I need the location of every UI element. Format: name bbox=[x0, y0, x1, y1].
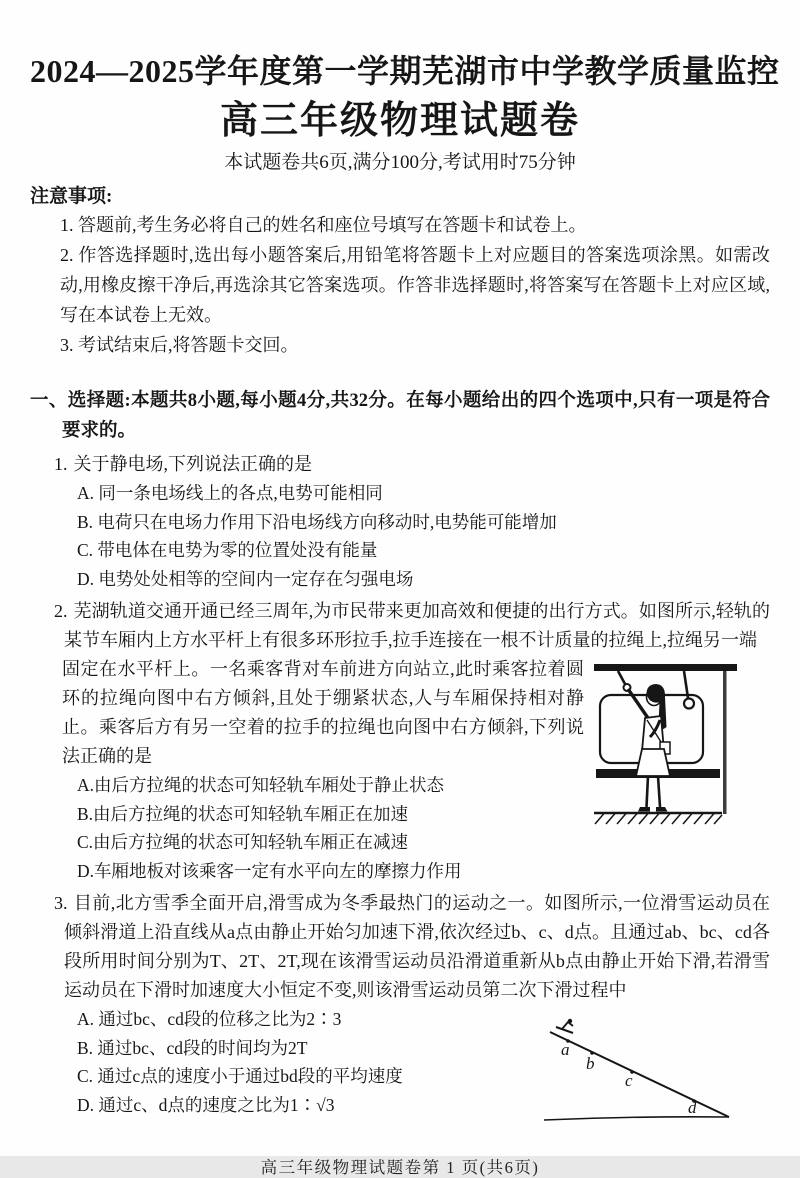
notes-heading: 注意事项: bbox=[30, 186, 113, 207]
exam-subtitle: 本试题卷共6页,满分100分,考试用时75分钟 bbox=[224, 152, 576, 173]
slope-line bbox=[550, 1032, 729, 1117]
question-1-option-a: A. 同一条电场线上的各点,电势可能相同 bbox=[77, 483, 383, 503]
train-interior-figure bbox=[590, 657, 770, 832]
point-label-a: a bbox=[561, 1040, 570, 1059]
section-1-heading: 一、选择题:本题共8小题,每小题4分,共32分。在每小题给出的四个选项中,只有一项是符合要求的。 bbox=[30, 391, 770, 441]
question-3-option-a: A. 通过bc、cd段的位移之比为2∶3 bbox=[77, 1009, 342, 1029]
skier-icon bbox=[556, 1019, 573, 1033]
question-3 bbox=[30, 889, 770, 1134]
held-strap bbox=[618, 671, 631, 691]
floor-hatching bbox=[594, 813, 722, 824]
empty-strap bbox=[684, 671, 694, 709]
question-2-option-c: C.由后方拉绳的状态可知轻轨车厢正在减速 bbox=[77, 832, 409, 852]
question-2-option-b: B.由后方拉绳的状态可知轻轨车厢正在加速 bbox=[77, 803, 409, 824]
passenger-figure bbox=[628, 684, 670, 812]
point-label-d: d bbox=[688, 1098, 697, 1117]
question-3-figure bbox=[538, 1005, 770, 1134]
question-1-stem: 1. 关于静电场,下列说法正确的是 bbox=[54, 454, 312, 474]
question-2-figure bbox=[584, 655, 770, 837]
question-1-option-d: D. 电势处处相等的空间内一定存在匀强电场 bbox=[77, 568, 414, 589]
point-label-c: c bbox=[625, 1071, 633, 1090]
handrail-bar bbox=[594, 664, 737, 671]
question-1-option-b: B. 电荷只在电场力作用下沿电场线方向移动时,电势能可能增加 bbox=[77, 511, 557, 532]
question-2-option-d: D.车厢地板对该乘客一定有水平向左的摩擦力作用 bbox=[77, 860, 462, 881]
page-footer: 高三年级物理试题卷第 1 页(共6页) bbox=[260, 1158, 540, 1177]
question-1 bbox=[30, 450, 770, 593]
note-item-1: 1. 答题前,考生务必将自己的姓名和座位号填写在答题卡和试卷上。 bbox=[60, 215, 587, 235]
question-2 bbox=[30, 597, 770, 885]
ground-line bbox=[544, 1117, 729, 1120]
question-2-number: 2. bbox=[54, 601, 68, 621]
question-3-number: 3. bbox=[54, 893, 68, 913]
question-3-option-d: D. 通过c、d点的速度之比为1∶√3 bbox=[77, 1094, 335, 1115]
note-item-3: 3. 考试结束后,将答题卡交回。 bbox=[60, 335, 299, 355]
question-2-option-a: A.由后方拉绳的状态可知轻轨车厢处于静止状态 bbox=[77, 775, 445, 795]
vertical-pole bbox=[723, 671, 727, 814]
notes-section bbox=[30, 183, 770, 360]
point-label-b: b bbox=[586, 1054, 595, 1073]
question-3-stem: 3. 目前,北方雪季全面开启,滑雪成为冬季最热门的运动之一。如图所示,一位滑雪运动员在倾斜滑道上沿直线从a点由静止开始匀加速下滑,依次经过b、c、d点。且通过ab、bc、cd各段所用时间分别为T、2T、2T,现在该滑雪运动员沿滑道重新从b点由静止开始下滑,若滑雪运动员在下滑时加速度大小恒定不变,则该滑雪运动员第二次下滑过程中 bbox=[54, 893, 770, 1000]
question-3-option-b: B. 通过bc、cd段的时间均为2T bbox=[77, 1037, 308, 1058]
exam-title-line1: 2024—2025学年度第一学期芜湖市中学教学质量监控 bbox=[30, 53, 780, 89]
question-1-option-c: C. 带电体在电势为零的位置处没有能量 bbox=[77, 540, 378, 560]
question-3-option-c: C. 通过c点的速度小于通过bd段的平均速度 bbox=[77, 1066, 403, 1086]
exam-title-line2: 高三年级物理试题卷 bbox=[219, 100, 580, 142]
question-1-number: 1. bbox=[54, 454, 68, 474]
question-2-stem-continued: 固定在水平杆上。一名乘客背对车前进方向站立,此时乘客拉着圆环的拉绳向图中右方倾斜,且处于绷紧状态,人与车厢保持相对静止。乘客后方有另一空着的拉手的拉绳也向图中右方倾斜,下列说法正确的是 bbox=[62, 659, 584, 766]
question-2-stem: 2. 芜湖轨道交通开通已经三周年,为市民带来更加高效和便捷的出行方式。如图所示,轻轨的某节车厢内上方水平杆上有很多环形拉手,拉手连接在一根不计质量的拉绳上,拉绳另一端 bbox=[54, 601, 770, 650]
ski-slope-figure bbox=[542, 1017, 770, 1129]
note-item-2: 2. 作答选择题时,选出每小题答案后,用铅笔将答题卡上对应题目的答案选项涂黑。如需改动,用橡皮擦干净后,再选涂其它答案选项。作答非选择题时,将答案写在答题卡上对应区域,写在本试卷上无效。 bbox=[60, 245, 770, 325]
